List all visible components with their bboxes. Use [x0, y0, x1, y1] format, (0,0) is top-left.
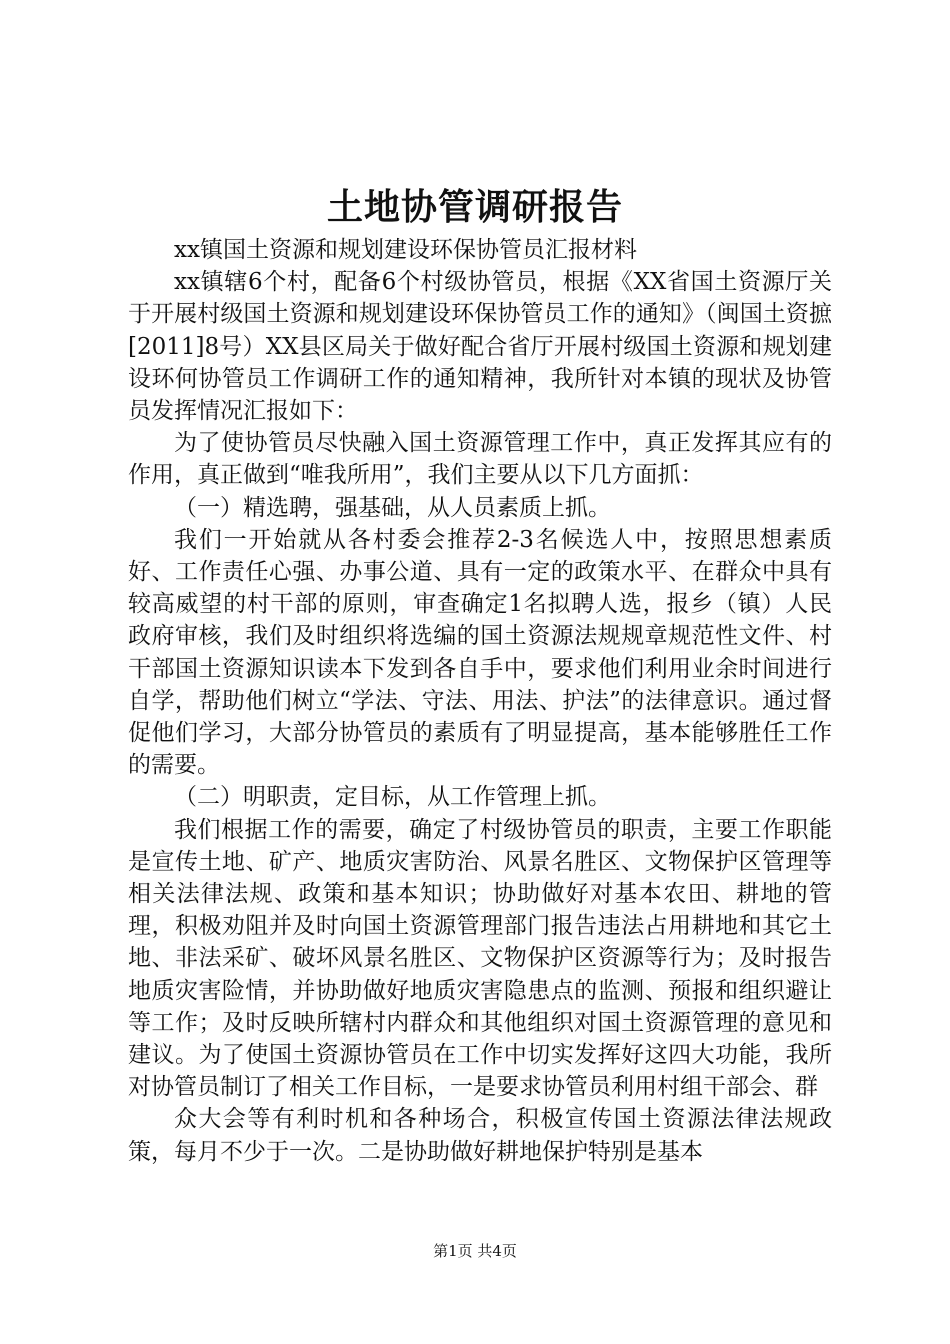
document-title: 土地协管调研报告	[326, 186, 623, 228]
paragraph-continuation: 众大会等有利时机和各种场合，积极宣传国土资源法律法规政策，每月不少于一次。二是协助做好耕地保护特别是基本	[128, 1106, 832, 1165]
paragraph-section-1: 我们一开始就从各村委会推荐2-3名候选人中，按照思想素质好、工作责任心强、办事公道、具有一定的政策水平、在群众中具有较高威望的村干部的原则，审查确定1名拟聘人选，报乡（镇）人民政府审核，我们及时组织将选编的国土资源法规规章规范性文件、村干部国土资源知识读本下发到各自手中，要求他们利用业余时间进行自学，帮助他们树立“学法、守法、用法、护法”的法律意识。通过督促他们学习，大部分协管员的素质有了明显提高，基本能够胜任工作的需要。	[128, 526, 832, 779]
paragraph-intro: xx镇辖6个村，配备6个村级协管员，根据《XX省国土资源厅关于开展村级国土资源和规划建设环保协管员工作的通知》（闽国土资摭[2011]8号）XX县区局关于做好配合省厅开展村级国土资源和规划建设环何协管员工作调研工作的通知精神，我所针对本镇的现状及协管员发挥情况汇报如下：	[128, 269, 832, 425]
page-number-footer: 第1页 共4页	[433, 1242, 517, 1260]
paragraph-subtitle: xx镇国土资源和规划建设环保协管员汇报材料	[174, 237, 637, 263]
section-heading-1: （一）精选聘，强基础，从人员素质上抓。	[174, 494, 611, 521]
paragraph-section-2: 我们根据工作的需要，确定了村级协管员的职责，主要工作职能是宣传土地、矿产、地质灾害防治、风景名胜区、文物保护区管理等相关法律法规、政策和基本知识；协助做好对基本农田、耕地的管理，积极劝阻并及时向国土资源管理部门报告违法占用耕地和其它土地、非法采矿、破坏风景名胜区、文物保护区资源等行为；及时报告地质灾害险情，并协助做好地质灾害隐患点的监测、预报和组织避让等工作；及时反映所辖村内群众和其他组织对国土资源管理的意见和建议。为了使国土资源协管员在工作中切实发挥好这四大功能，我所对协管员制订了相关工作目标，一是要求协管员利用村组干部会、群	[128, 816, 832, 1101]
section-heading-2: （二）明职责，定目标，从工作管理上抓。	[174, 784, 611, 811]
document-body	[128, 234, 832, 1168]
paragraph-approach: 为了使协管员尽快融入国土资源管理工作中，真正发挥其应有的作用，真正做到“唯我所用”，我们主要从以下几方面抓：	[128, 430, 832, 489]
